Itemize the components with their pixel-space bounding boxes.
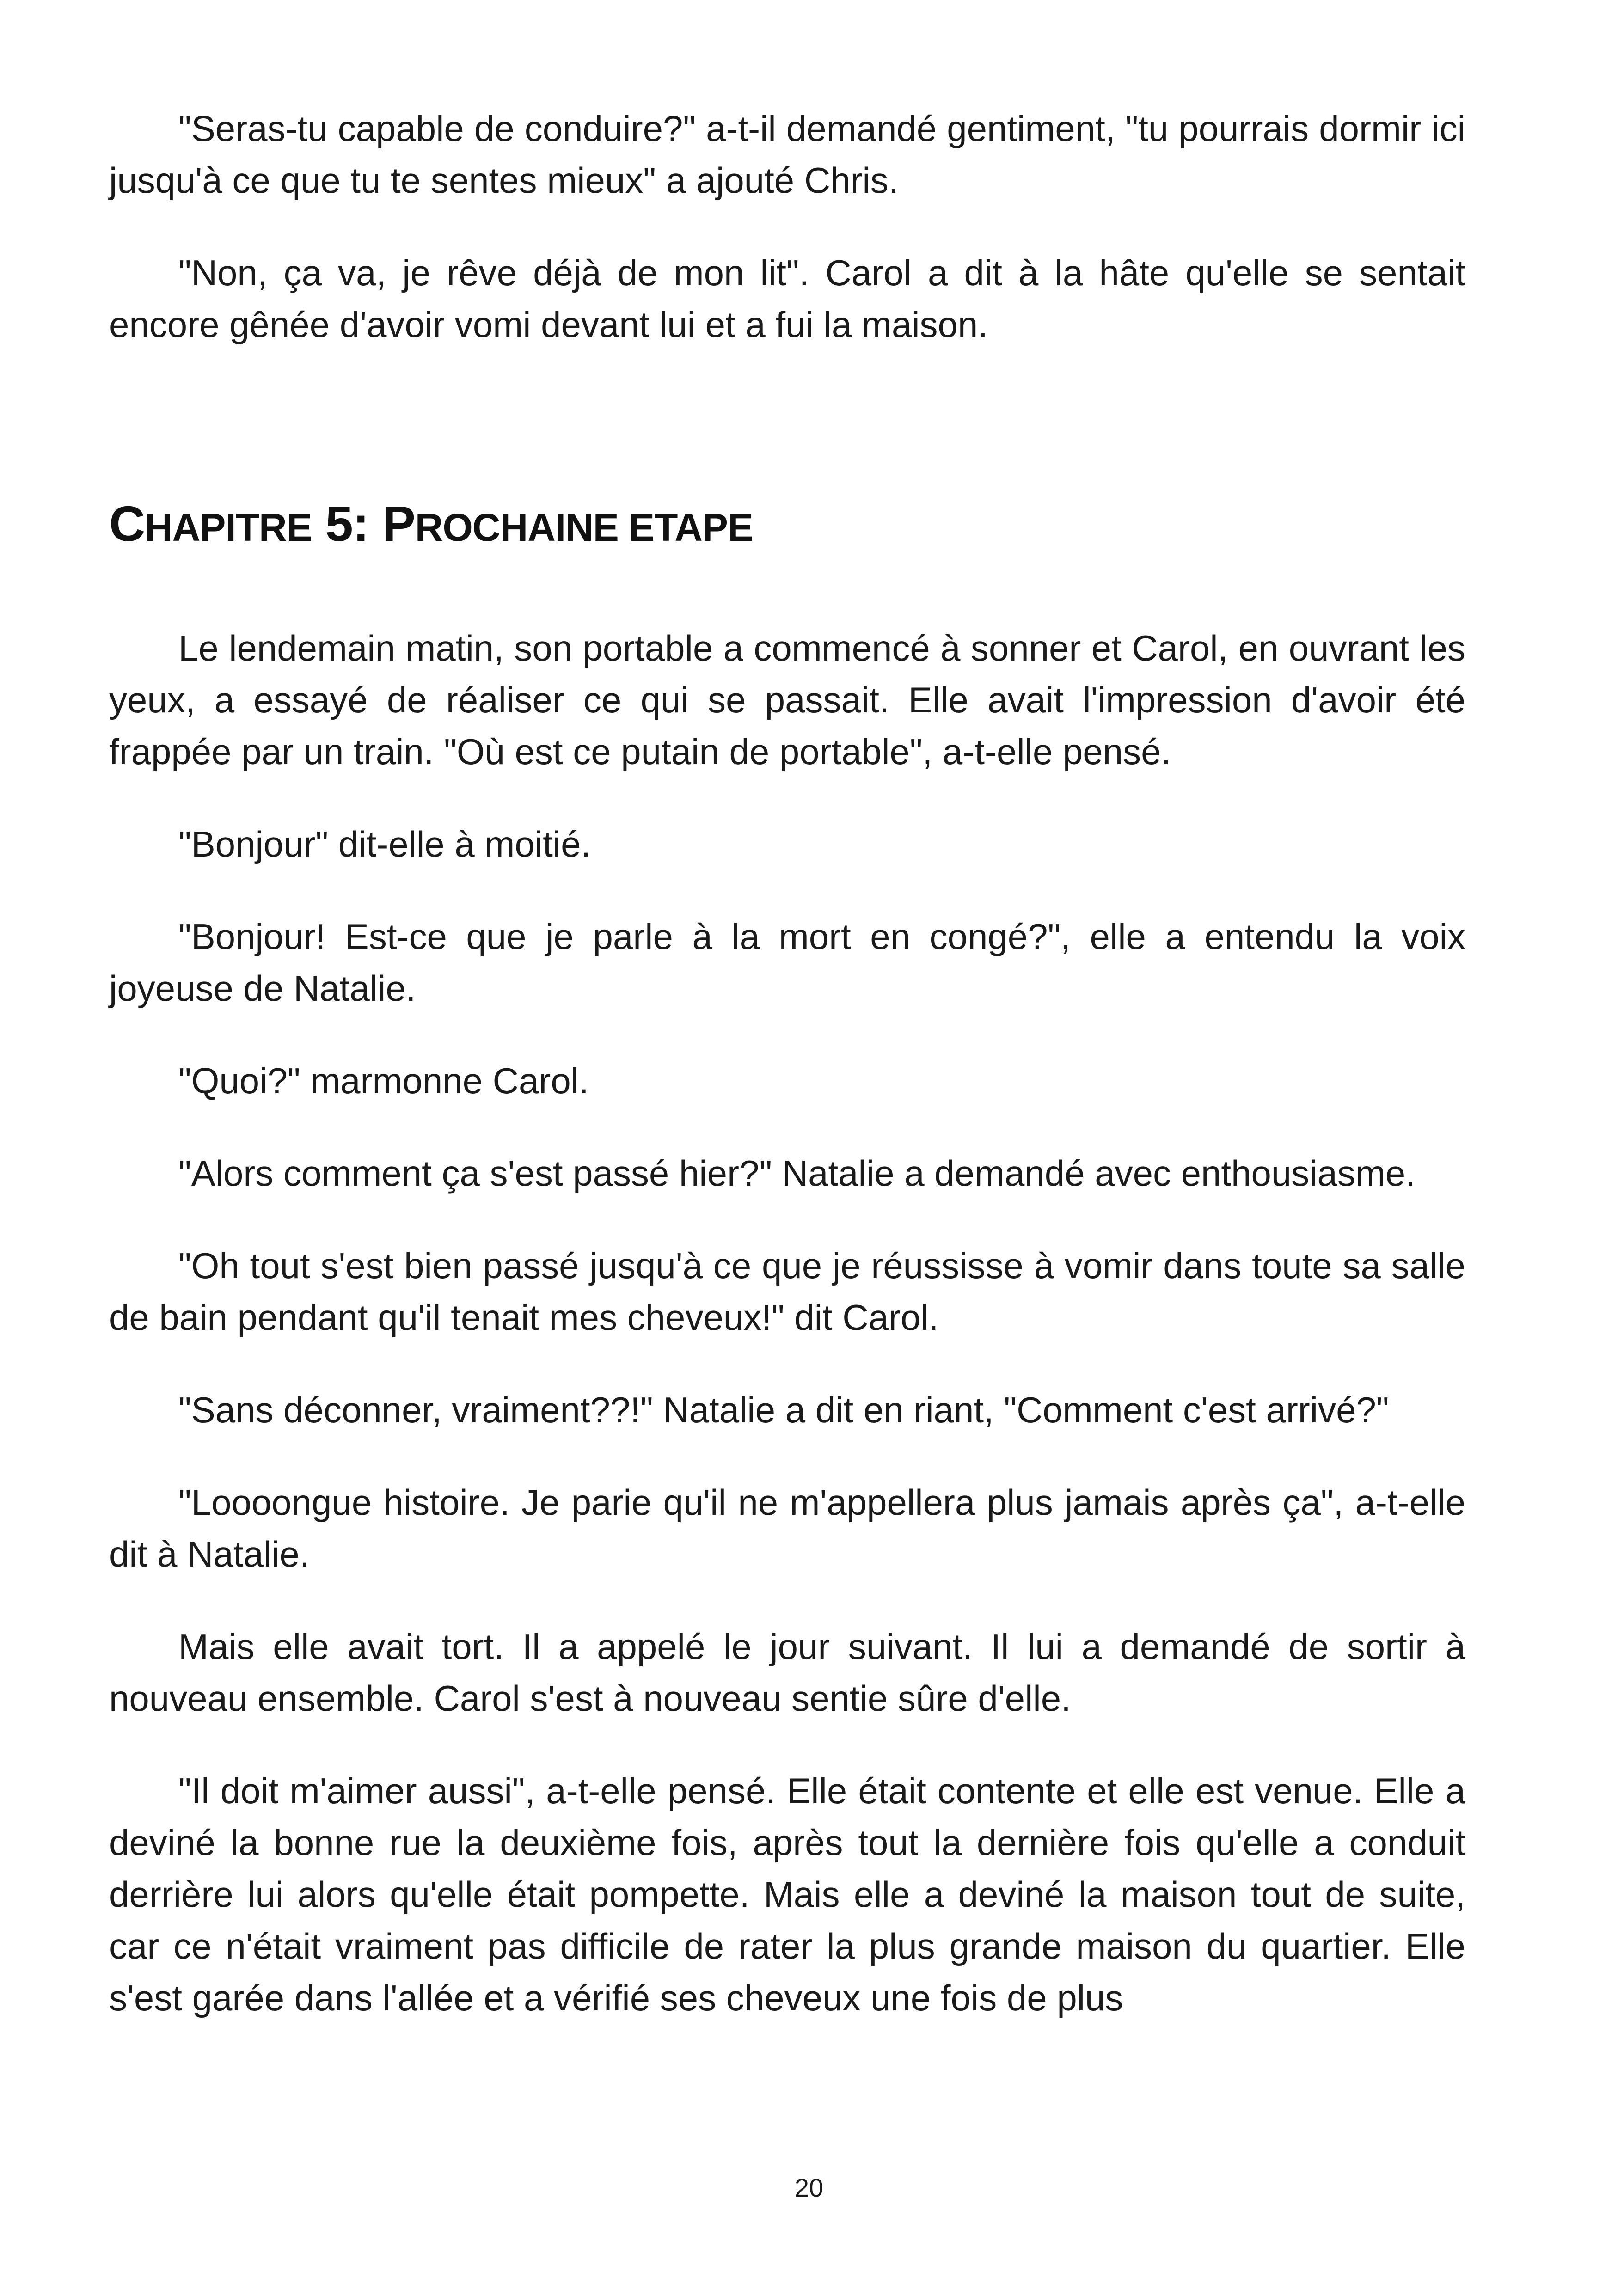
paragraph: "Bonjour" dit-elle à moitié. [178, 824, 591, 864]
chapter-title-number: 5: [312, 496, 382, 551]
chapter-title-word: HAPITRE [145, 506, 312, 549]
text-column [109, 103, 1465, 2024]
paragraph: "Seras-tu capable de conduire?" a-t-il demandé gentiment, "tu pourrais dormir ici jusqu'à ce que tu te sentes mieux" a ajouté Chris. [109, 108, 1465, 201]
paragraph: "Bonjour! Est-ce que je parle à la mort en congé?", elle a entendu la voix joyeuse de Natalie. [109, 916, 1465, 1009]
paragraph: "Il doit m'aimer aussi", a-t-elle pensé. Elle était contente et elle est venue. Elle a deviné la bonne rue la deuxième fois, après tout la dernière fois qu'elle a conduit derrière lui alors qu'elle était pompette. Mais elle a deviné la maison tout de suite, car ce n'était vraiment pas difficile de rater la plus grande maison du quartier. Elle s'est garée dans l'allée et a vérifié ses cheveux une fois de plus [109, 1770, 1465, 2018]
paragraph: "Sans déconner, vraiment??!" Natalie a dit en riant, "Comment c'est arrivé?" [178, 1390, 1389, 1430]
chapter-title-word: ROCHAINE ETAPE [415, 506, 753, 549]
paragraph: Mais elle avait tort. Il a appelé le jour suivant. Il lui a demandé de sortir à nouveau ensemble. Carol s'est à nouveau sentie sûre d'elle. [109, 1626, 1465, 1719]
paragraph: "Quoi?" marmonne Carol. [178, 1060, 589, 1101]
chapter-title-initial: C [109, 496, 145, 551]
paragraph: "Oh tout s'est bien passé jusqu'à ce que je réussisse à vomir dans toute sa salle de bain pendant qu'il tenait mes cheveux!" dit Carol. [109, 1245, 1465, 1338]
paragraph: Le lendemain matin, son portable a commencé à sonner et Carol, en ouvrant les yeux, a essayé de réaliser ce qui se passait. Elle avait l'impression d'avoir été frappée par un train. "Où est ce putain de portable", a-t-elle pensé. [109, 628, 1465, 772]
page-number: 20 [794, 2173, 824, 2202]
chapter-title [109, 494, 1465, 557]
paragraph: "Non, ça va, je rêve déjà de mon lit". Carol a dit à la hâte qu'elle se sentait encore gênée d'avoir vomi devant lui et a fui la maison. [109, 252, 1465, 345]
chapter-title-initial: P [382, 496, 415, 551]
paragraph: "Loooongue histoire. Je parie qu'il ne m'appellera plus jamais après ça", a-t-elle dit à Natalie. [109, 1482, 1465, 1574]
paragraph: "Alors comment ça s'est passé hier?" Natalie a demandé avec enthousiasme. [178, 1153, 1416, 1194]
